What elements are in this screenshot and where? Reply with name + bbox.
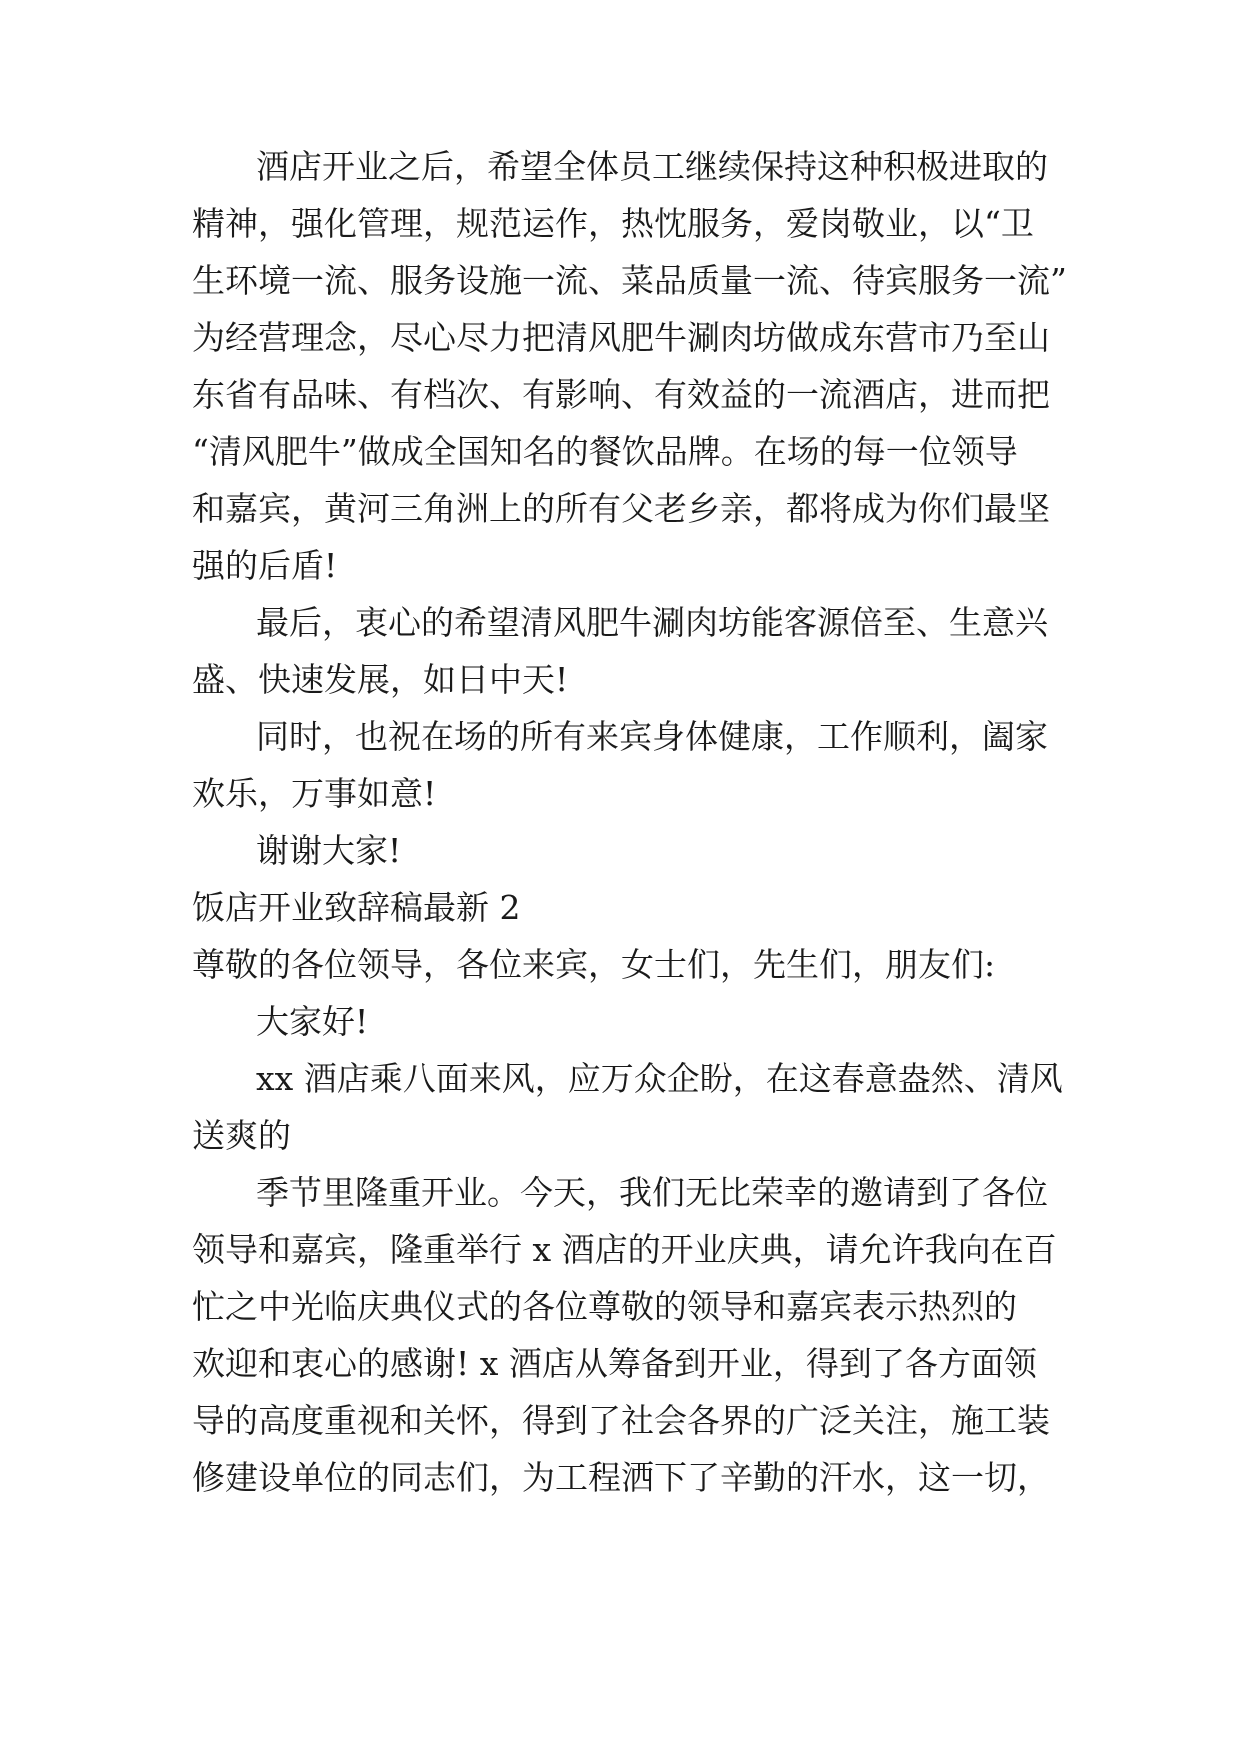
text-line: 欢迎和衷心的感谢! x 酒店从筹备到开业，得到了各方面领	[192, 1344, 1037, 1383]
text-line: 谢谢大家!	[256, 831, 402, 870]
text-line: 同时，也祝在场的所有来宾身体健康，工作顺利，阖家	[256, 717, 1048, 756]
text-line: 季节里隆重开业。今天，我们无比荣幸的邀请到了各位	[256, 1173, 1048, 1212]
text-line: 生环境一流、服务设施一流、菜品质量一流、待宾服务一流”	[192, 261, 1067, 300]
salutation: 尊敬的各位领导，各位来宾，女士们，先生们，朋友们:	[192, 945, 996, 984]
text-line: 东省有品味、有档次、有影响、有效益的一流酒店，进而把	[192, 375, 1050, 414]
section-heading: 饭店开业致辞稿最新 2	[192, 888, 521, 927]
greeting: 大家好!	[256, 1002, 369, 1041]
text-line: 忙之中光临庆典仪式的各位尊敬的领导和嘉宾表示热烈的	[192, 1287, 1017, 1326]
text-line: 修建设单位的同志们，为工程洒下了辛勤的汗水，这一切，	[192, 1458, 1050, 1497]
text-line: 酒店开业之后，希望全体员工继续保持这种积极进取的	[256, 147, 1048, 186]
text-line: 盛、快速发展，如日中天!	[192, 660, 569, 699]
text-line: xx 酒店乘八面来风，应万众企盼，在这春意盎然、清风	[256, 1059, 1063, 1098]
text-line: 领导和嘉宾，隆重举行 x 酒店的开业庆典，请允许我向在百	[192, 1230, 1057, 1269]
text-line: 最后，衷心的希望清风肥牛涮肉坊能客源倍至、生意兴	[256, 603, 1048, 642]
text-line: 欢乐，万事如意!	[192, 774, 437, 813]
text-line: 为经营理念，尽心尽力把清风肥牛涮肉坊做成东营市乃至山	[192, 318, 1050, 357]
text-line: 和嘉宾，黄河三角洲上的所有父老乡亲，都将成为你们最坚	[192, 489, 1050, 528]
text-line: 强的后盾!	[192, 546, 338, 585]
text-line: 送爽的	[192, 1116, 291, 1155]
text-line: 导的高度重视和关怀，得到了社会各界的广泛关注，施工装	[192, 1401, 1050, 1440]
text-line: 精神，强化管理，规范运作，热忱服务，爱岗敬业，以“卫	[192, 204, 1034, 243]
text-line: “清风肥牛”做成全国知名的餐饮品牌。在场的每一位领导	[192, 432, 1018, 471]
